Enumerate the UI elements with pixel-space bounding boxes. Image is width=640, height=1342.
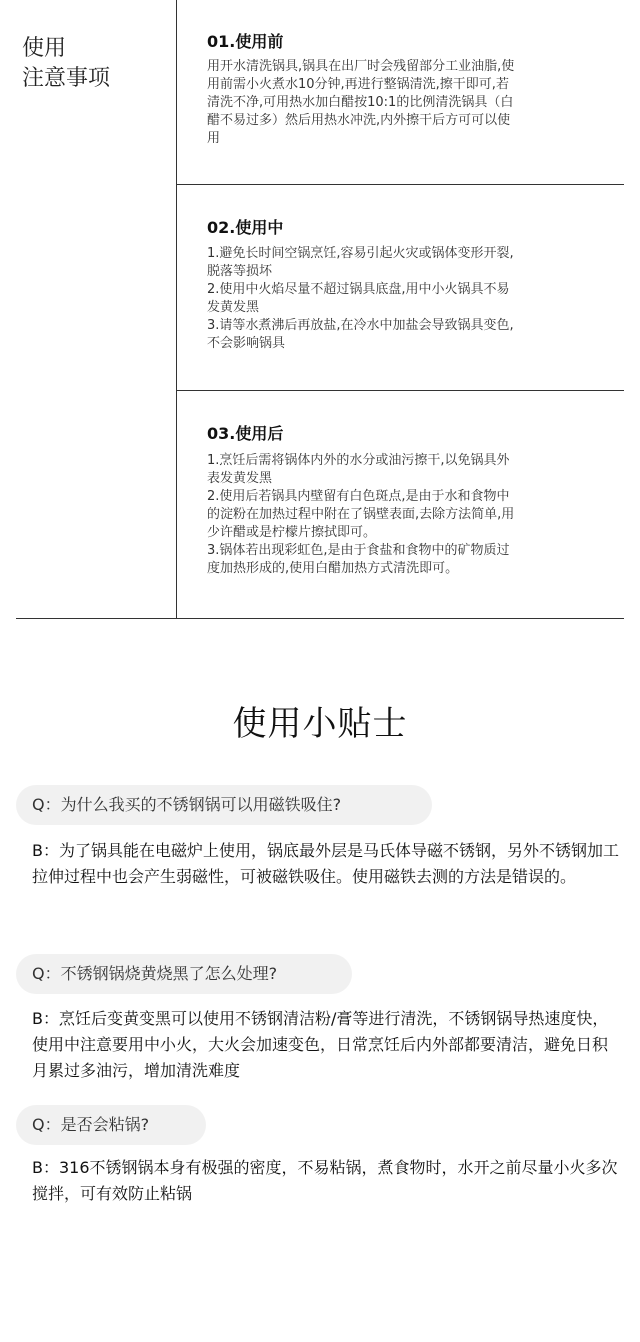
usage-notes-heading-cell: [16, 0, 177, 618]
faq-answer: B：烹饪后变黄变黑可以使用不锈钢清洁粉/膏等进行清洗，不锈钢锅导热速度快，使用中注意要用中小火，大火会加速变色，日常烹饪后内外部都要清洁，避免日积月累过多油污，增加清洗难度: [32, 1009, 609, 1080]
usage-notes-table: [16, 0, 624, 619]
faq-question: Q：为什么我买的不锈钢锅可以用磁铁吸住?: [16, 785, 432, 825]
step-after-use: [177, 391, 624, 618]
step-body: 1.避免长时间空锅烹饪,容易引起火灾或锅体变形开裂, 脱落等损坏 2.使用中火焰尽量不超过锅具底盘,用中小火锅具不易 发黄发黑 3.请等水煮沸后再放盐,在冷水中加盐会导致锅具变色, 不会影响锅具: [207, 246, 514, 351]
step-title: 02.使用中: [207, 218, 284, 237]
faq-question: Q：不锈钢锅烧黄烧黑了怎么处理?: [16, 954, 352, 994]
step-title: 03.使用后: [207, 424, 284, 443]
step-before-use: [177, 0, 624, 185]
faq-answer: B：316不锈钢锅本身有极强的密度，不易粘锅，煮食物时，水开之前尽量小火多次搅拌，可有效防止粘锅: [32, 1158, 618, 1203]
faq-answer: B：为了锅具能在电磁炉上使用，锅底最外层是马氏体导磁不锈钢，另外不锈钢加工拉伸过程中也会产生弱磁性，可被磁铁吸住。使用磁铁去测的方法是错误的。: [32, 841, 619, 886]
faq-question: Q：是否会粘锅?: [16, 1105, 206, 1145]
usage-notes-heading: 使用 注意事项: [22, 36, 111, 91]
step-body: 用开水清洗锅具,锅具在出厂时会残留部分工业油脂,使 用前需小火煮水10分钟,再进行整锅清洗,擦干即可,若 清洗不净,可用热水加白醋按10:1的比例清洗锅具（白 醋不易过多）然后用热水冲洗,内外擦干后方可可以使 用: [207, 59, 515, 146]
usage-steps: [177, 0, 624, 618]
step-during-use: [177, 185, 624, 391]
step-title: 01.使用前: [207, 32, 284, 51]
tips-title: 使用小贴士: [232, 704, 408, 744]
step-body: 1.烹饪后需将锅体内外的水分或油污擦干,以免锅具外 表发黄发黑 2.使用后若锅具内壁留有白色斑点,是由于水和食物中 的淀粉在加热过程中附在了锅壁表面,去除方法简单,用 少许醋或是柠檬片擦拭即可。 3.锅体若出现彩虹色,是由于食盐和食物中的矿物质过 度加热形成的,使用白醋加热方式清洗即可。: [207, 453, 515, 576]
